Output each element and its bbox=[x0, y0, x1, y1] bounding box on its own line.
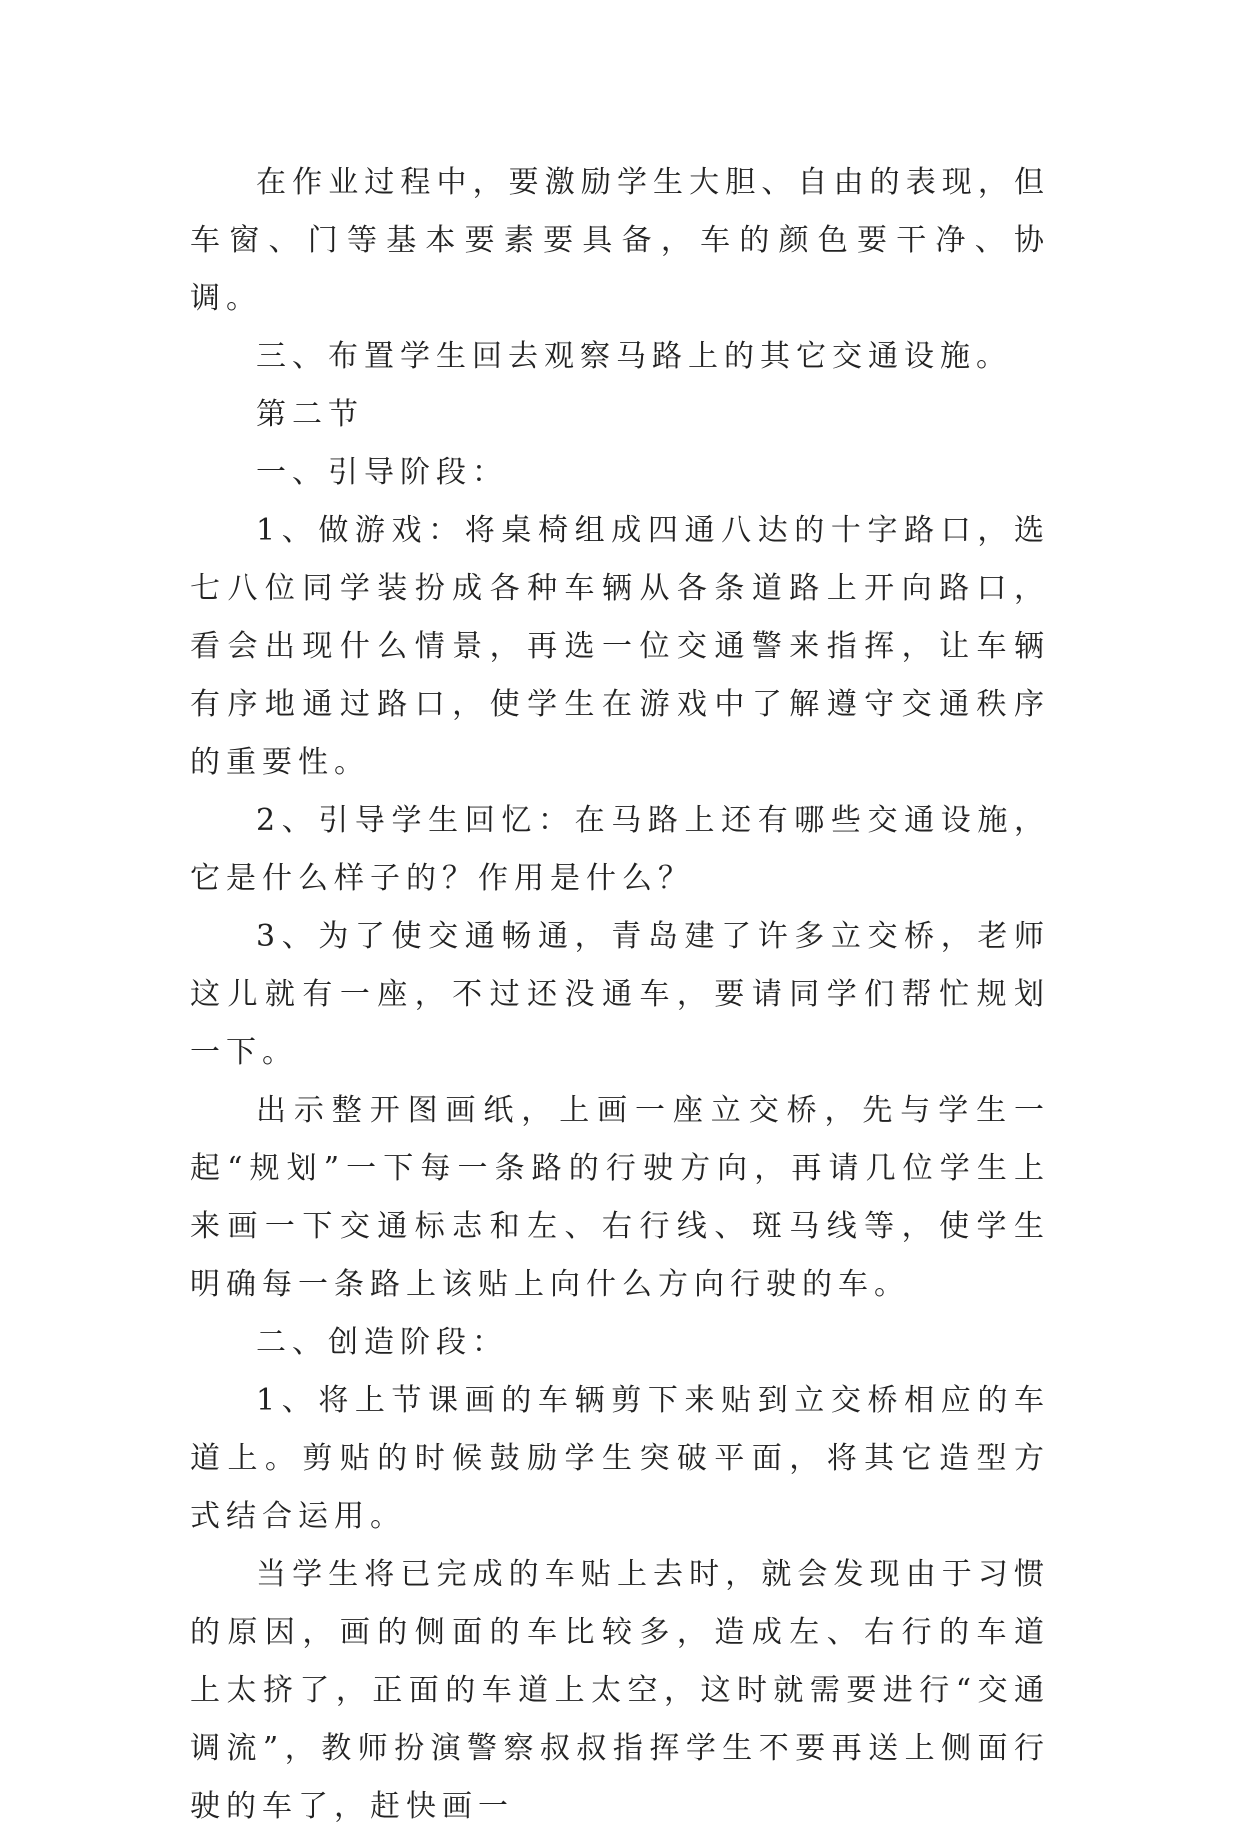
subsection-heading: 二、创造阶段： bbox=[256, 1325, 508, 1360]
paragraph: 1、将上节课画的车辆剪下来贴到立交桥相应的车道上。剪贴的时候鼓励学生突破平面，将其它造型方式结合运用。 bbox=[190, 1383, 1050, 1534]
section-heading: 第二节 bbox=[256, 397, 364, 432]
paragraph: 三、布置学生回去观察马路上的其它交通设施。 bbox=[256, 339, 1012, 374]
subsection-heading: 一、引导阶段： bbox=[256, 455, 508, 490]
paragraph: 在作业过程中，要激励学生大胆、自由的表现，但车窗、门等基本要素要具备，车的颜色要干净、协调。 bbox=[190, 165, 1050, 316]
paragraph: 出示整开图画纸，上画一座立交桥，先与学生一起“规划”一下每一条路的行驶方向，再请几位学生上来画一下交通标志和左、右行线、斑马线等，使学生明确每一条路上该贴上向什么方向行驶的车。 bbox=[190, 1093, 1050, 1302]
paragraph: 3、为了使交通畅通，青岛建了许多立交桥，老师这儿就有一座，不过还没通车，要请同学们帮忙规划一下。 bbox=[190, 919, 1050, 1070]
paragraph: 2、引导学生回忆：在马路上还有哪些交通设施，它是什么样子的？作用是什么？ bbox=[190, 803, 1050, 896]
document-body bbox=[190, 154, 1050, 1836]
paragraph: 当学生将已完成的车贴上去时，就会发现由于习惯的原因，画的侧面的车比较多，造成左、右行的车道上太挤了，正面的车道上太空，这时就需要进行“交通调流”，教师扮演警察叔叔指挥学生不要再送上侧面行驶的车了，赶快画一 bbox=[190, 1557, 1050, 1824]
paragraph: 1、做游戏：将桌椅组成四通八达的十字路口，选七八位同学装扮成各种车辆从各条道路上开向路口，看会出现什么情景，再选一位交通警来指挥，让车辆有序地通过路口，使学生在游戏中了解遵守交通秩序的重要性。 bbox=[190, 513, 1050, 780]
